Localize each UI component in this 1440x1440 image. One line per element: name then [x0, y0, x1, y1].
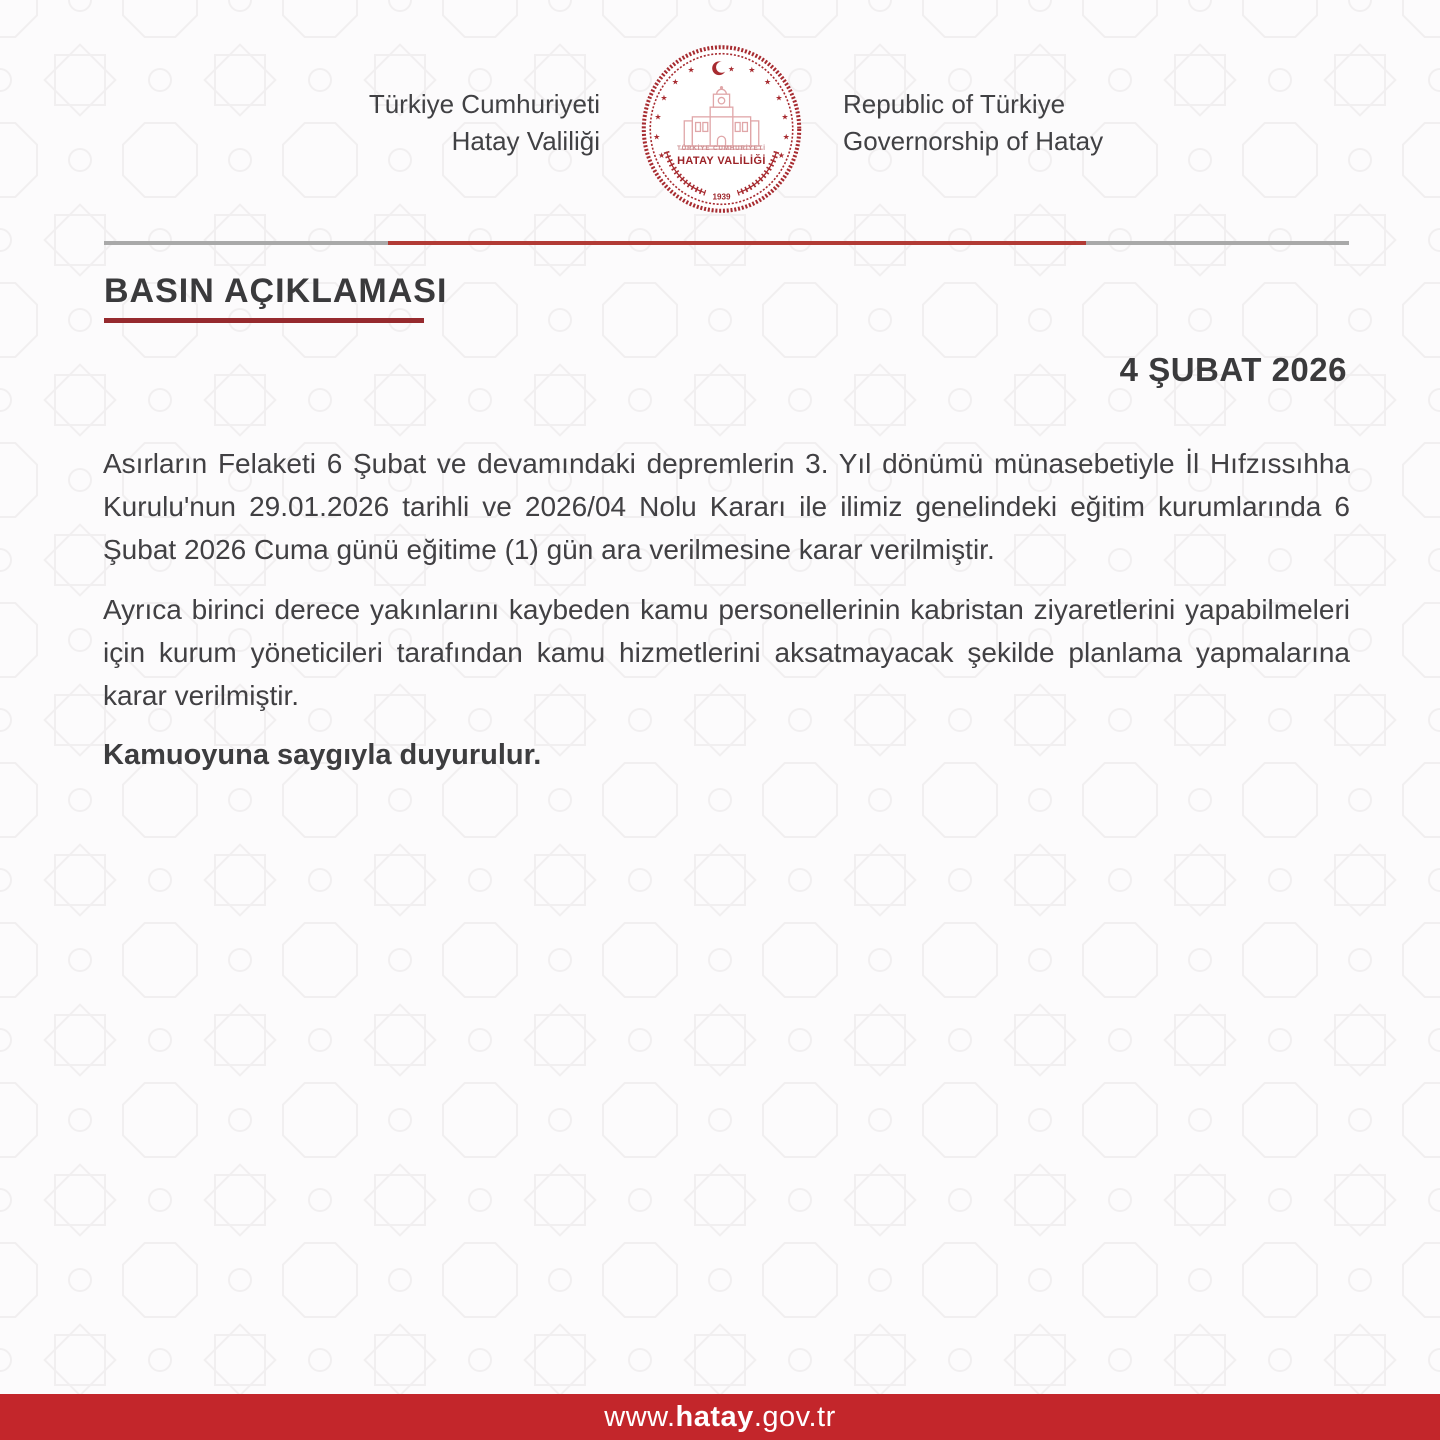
header-org-name-english [843, 86, 1103, 160]
body-paragraph-1: Asırların Felaketi 6 Şubat ve devamındaki depremlerin 3. Yıl dönümü münasebetiyle İl Hıfzıssıhha Kurulu'nun 29.01.2026 tarihli ve 2026/04 Nolu Kararı ile ilimiz genelindeki eğitim kurumlarında 6 Şubat 2026 Cuma günü eğitime (1) gün ara verilmesine karar verilmiştir. [103, 448, 1350, 565]
header-divider-gray-right [1086, 241, 1349, 245]
hatay-governorship-seal [640, 44, 803, 214]
star-icon: ★ [660, 93, 668, 103]
footer-url-domain: hatay [675, 1400, 754, 1433]
star-icon: ★ [671, 77, 679, 87]
footer-bar [0, 1394, 1440, 1440]
star-icon: ★ [748, 65, 756, 75]
body-paragraph-2: Ayrıca birinci derece yakınlarını kaybeden kamu personellerinin kabristan ziyaretlerini yapabilmeleri için kurum yöneticileri tarafından kamu hizmetlerini aksatmayacak şekilde planlama yapmalarına karar verilmiştir. [103, 594, 1350, 711]
title-underline [104, 318, 424, 323]
star-icon: ★ [777, 151, 786, 161]
header-divider-red [388, 241, 1086, 245]
star-icon: ★ [654, 112, 662, 122]
header-org-line2-tr: Hatay Valiliği [451, 126, 600, 156]
page-title: BASIN AÇIKLAMASI [104, 272, 448, 310]
star-icon: ★ [782, 132, 790, 142]
seal-name-inscription: HATAY VALİLİĞİ [677, 154, 766, 167]
seal-year: 1939 [712, 192, 731, 202]
star-icon: ★ [657, 151, 666, 161]
header-org-line2-en: Governorship of Hatay [843, 126, 1104, 156]
header-divider-gray-left [104, 241, 388, 245]
footer-website-url [604, 1401, 836, 1434]
header-org-line1-tr: Türkiye Cumhuriyeti [368, 89, 600, 119]
star-icon: ★ [727, 64, 735, 74]
press-release-body [103, 442, 1350, 794]
star-icon: ★ [653, 132, 661, 142]
star-icon: ★ [775, 93, 783, 103]
seal-top-inscription: TÜRKİYE CUMHURİYETİ [677, 146, 766, 153]
footer-url-suffix: .gov.tr [753, 1400, 836, 1433]
star-icon: ★ [781, 112, 789, 122]
star-icon: ★ [687, 65, 695, 75]
header-org-name-turkish [369, 86, 600, 160]
footer-url-prefix: www. [604, 1400, 676, 1433]
star-icon: ★ [764, 77, 772, 87]
release-date: 4 ŞUBAT 2026 [1119, 351, 1347, 388]
header-org-line1-en: Republic of Türkiye [843, 89, 1066, 119]
closing-statement: Kamuoyuna saygıyla duyurulur. [103, 739, 542, 771]
